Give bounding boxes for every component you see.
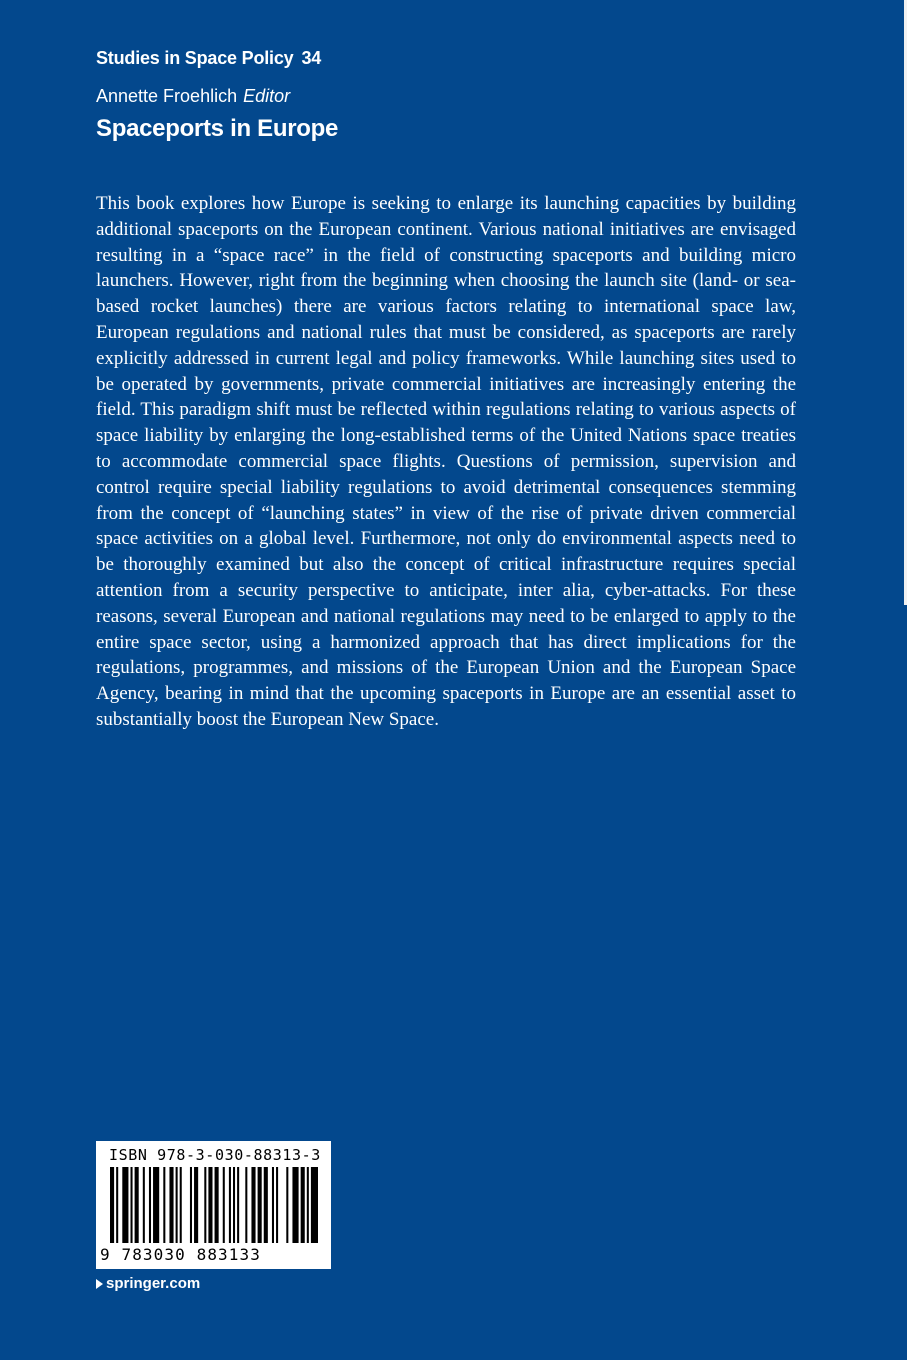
editor-line	[96, 86, 290, 107]
series-volume: 34	[301, 48, 322, 68]
barcode-bars-image	[110, 1167, 318, 1243]
springer-link[interactable]	[96, 1275, 200, 1292]
book-description: This book explores how Europe is seeking to enlarge its launching capacities by building additional spaceports on the European continent. Various national initiatives are envisaged resulting in a “space race” in the field of constructing spaceports and building micro launchers. However, right from the beginning when choosing the launch site (land- or sea-based rocket launches) there are various factors relating to international space law, European regulations and national rules that must be considered, as spaceports are rarely explicitly addressed in current legal and policy frameworks. While launching sites used to be operated by governments, private commercial initiatives are increasingly entering the field. This paradigm shift must be reflected within regulations relating to various aspects of space liability by enlarging the long-established terms of the United Nations space treaties to accommodate commercial space flights. Questions of permission, supervision and control require special liability regulations to avoid detrimental consequences stemming from the concept of “launching states” in view of the rise of private driven commercial space activities on a global level. Furthermore, not only do environmental aspects need to be thoroughly examined but also the concept of critical infrastructure requires special attention from a security perspective to anticipate, inter alia, cyber-attacks. For these reasons, several European and national regulations may need to be enlarged to apply to the entire space sector, using a harmonized approach that has direct implications for the regulations, programmes, and missions of the European Union and the European Space Agency, bearing in mind that the upcoming spaceports in Europe are an essential asset to substantially boost the European New Space.	[96, 193, 796, 730]
series-line	[96, 48, 321, 69]
springer-link-label: springer.com	[106, 1275, 201, 1292]
arrow-right-icon	[96, 1279, 103, 1289]
editor-name: Annette Froehlich	[96, 86, 238, 106]
series-name: Studies in Space Policy	[96, 48, 294, 68]
editor-role: Editor	[243, 86, 291, 106]
book-title: Spaceports in Europe	[96, 115, 339, 142]
barcode-block	[96, 1141, 331, 1269]
barcode-digits: 9 783030 883133	[100, 1245, 261, 1264]
isbn-label: ISBN 978-3-030-88313-3	[109, 1146, 321, 1164]
